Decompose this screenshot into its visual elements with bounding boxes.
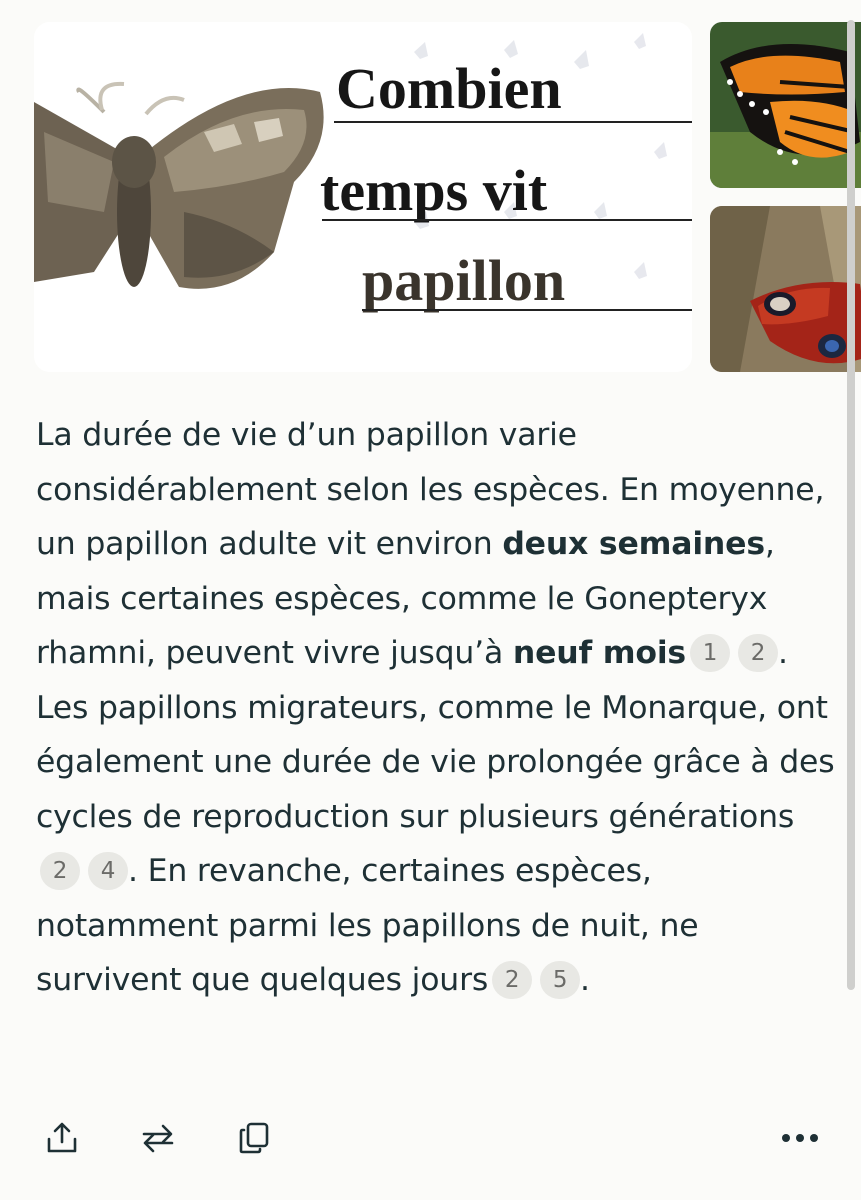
citation-badge[interactable]: 2	[492, 961, 532, 999]
copy-button[interactable]	[226, 1110, 282, 1166]
share-icon	[45, 1121, 79, 1155]
answer-bold-segment: deux semaines	[502, 526, 765, 562]
rewrite-button[interactable]	[130, 1110, 186, 1166]
citation-badge[interactable]: 2	[40, 852, 80, 890]
answer-text-segment: .	[580, 962, 590, 998]
answer-text-segment: , mais certaines espèces, comme le Gonepteryx rhamni, peuvent vivre jusqu’à	[36, 526, 775, 671]
thumbnail-peacock[interactable]	[710, 206, 861, 372]
banner-line-3: papillon	[362, 248, 566, 313]
banner-line-1: Combien	[336, 56, 562, 121]
main-image[interactable]	[34, 22, 692, 372]
citation-badge[interactable]: 5	[540, 961, 580, 999]
rewrite-icon	[140, 1121, 176, 1155]
answer-text	[36, 408, 836, 1008]
thumbnail-monarch[interactable]	[710, 22, 861, 188]
answer-text-segment: . Les papillons migrateurs, comme le Monarque, ont également une durée de vie prolongée grâce à des cycles de reproduction sur plusieurs générations	[36, 635, 835, 835]
answer-text-segment: . En revanche, certaines espèces, notamment parmi les papillons de nuit, ne survivent que quelques jours	[36, 853, 699, 998]
scrollbar[interactable]	[847, 20, 855, 990]
more-icon	[780, 1132, 820, 1144]
answer-bold-segment: neuf mois	[512, 635, 686, 671]
copy-icon	[237, 1121, 271, 1155]
citation-badge[interactable]: 1	[690, 634, 730, 672]
image-gallery	[0, 0, 861, 390]
banner-line-2: temps vit	[320, 158, 548, 223]
citation-badge[interactable]: 4	[88, 852, 128, 890]
citation-badge[interactable]: 2	[738, 634, 778, 672]
answer-text-segment: La durée de vie d’un papillon varie considérablement selon les espèces. En moyenne, un papillon adulte vit environ	[36, 417, 825, 562]
answer-toolbar	[0, 1110, 861, 1170]
share-button[interactable]	[34, 1110, 90, 1166]
more-options-button[interactable]	[772, 1110, 828, 1166]
